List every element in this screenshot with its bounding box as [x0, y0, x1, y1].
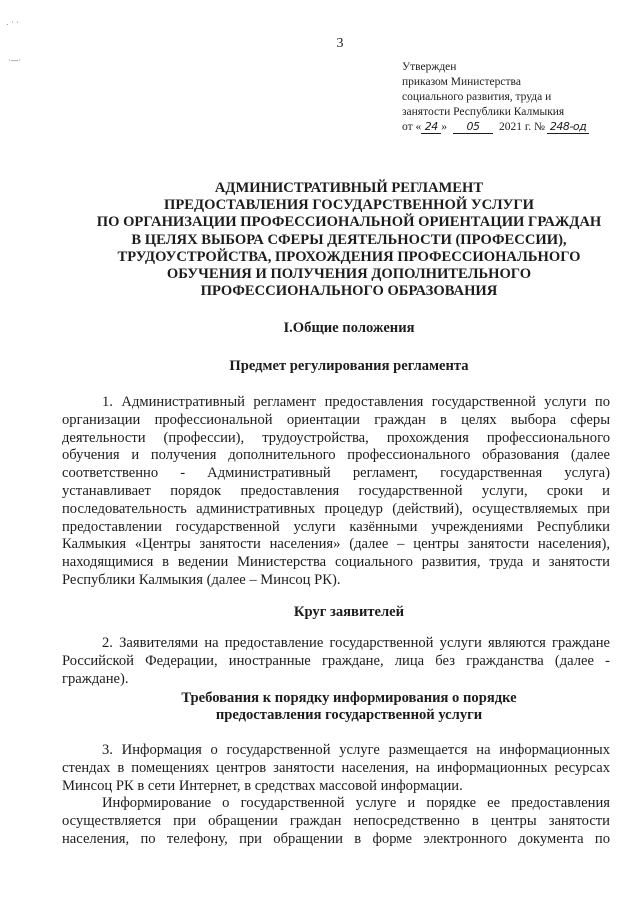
paragraph-line: осуществляется при обращении граждан непосредственно в центры занятости — [62, 812, 610, 829]
paragraph-line: организации профессиональной ориентации граждан в целях выбора сферы — [62, 411, 610, 428]
title-line: ОБУЧЕНИЯ И ПОЛУЧЕНИЯ ДОПОЛНИТЕЛЬНОГО — [166, 266, 532, 283]
paragraph-line: последовательность административных процедур (действий), осуществляемых при — [62, 500, 610, 517]
approval-line-2: приказом Министерства — [402, 76, 521, 88]
paragraph-1 — [62, 394, 610, 590]
heading-line: Требования к порядку информирования о порядке — [181, 690, 517, 706]
title-line: ТРУДОУСТРОЙСТВА, ПРОХОЖДЕНИЯ ПРОФЕССИОНАЛЬНОГО — [117, 248, 581, 265]
order-number: 248-од — [547, 120, 589, 134]
paragraph-line: Республики Калмыкия (далее – Минсоц РК). — [62, 571, 341, 588]
paragraph-line: 2. Заявителями на предоставление государственной услуги являются граждане — [102, 635, 610, 651]
date-month: 05 — [453, 120, 493, 134]
paragraph-line: соответственно - Административный регламент, государственная услуга) — [62, 465, 610, 482]
paragraph-4 — [62, 795, 610, 848]
approval-date-line — [402, 120, 634, 135]
subsection-heading-information — [60, 690, 638, 724]
paragraph-line: деятельности (профессии), трудоустройства, прохождения профессионального — [62, 429, 610, 446]
heading-line: предоставления государственной услуги — [215, 707, 483, 723]
section-heading-general: I.Общие положения — [283, 320, 415, 336]
paragraph-line: Российской Федерации, иностранные граждане, лица без гражданства (далее - — [62, 652, 610, 669]
paragraph-line: Минсоц РК в сети Интернет, в средствах массовой информации. — [62, 777, 463, 794]
paragraph-line: предоставлении государственной услуги казёнными учреждениями Республики — [62, 518, 610, 535]
paragraph-line: стендах в помещениях центров занятости населения, на информационных ресурсах — [62, 759, 610, 776]
date-quote-close: » — [441, 121, 447, 133]
paragraph-line: Информирование о государственной услуге и порядке ее предоставления — [102, 795, 610, 811]
margin-mark-top: . · · — [6, 18, 19, 27]
page-number: 3 — [336, 36, 344, 51]
approval-line-1: Утвержден — [402, 61, 457, 73]
paragraph-line: населения, по телефону, при обращении в форме электронного документа по — [62, 830, 610, 847]
paragraph-line: устанавливает порядок предоставления государственной услуги, сроки и — [62, 482, 610, 499]
title-line: ПРОФЕССИОНАЛЬНОГО ОБРАЗОВАНИЯ — [200, 283, 498, 300]
paragraph-line: граждане). — [62, 670, 129, 687]
subsection-heading-subject: Предмет регулирования регламента — [229, 358, 469, 374]
title-line: В ЦЕЛЯХ ВЫБОРА СФЕРЫ ДЕЯТЕЛЬНОСТИ (ПРОФЕССИИ), — [131, 231, 567, 248]
approval-stamp — [402, 60, 634, 135]
subsection-heading-applicants: Круг заявителей — [293, 604, 405, 620]
date-year: 2021 г. № — [499, 121, 546, 133]
date-day: 24 — [421, 120, 441, 134]
paragraph-line: находящимися в ведении Министерства социального развития, труда и занятости — [62, 554, 610, 571]
margin-mark-second: ·—· — [8, 56, 22, 65]
title-line: ПРЕДОСТАВЛЕНИЯ ГОСУДАРСТВЕННОЙ УСЛУГИ — [164, 197, 534, 214]
paragraph-line: обучения и получения дополнительного профессионального образования (далее — [62, 447, 610, 464]
paragraph-line: 3. Информация о государственной услуге размещается на информационных — [102, 742, 610, 758]
paragraph-line: Калмыкия «Центры занятости населения» (далее – центры занятости населения), — [62, 536, 610, 553]
approval-line-4: занятости Республики Калмыкия — [402, 106, 565, 118]
date-prefix: от « — [402, 121, 422, 133]
document-title — [60, 180, 638, 300]
paragraph-line: 1. Административный регламент предоставления государственной услуги по — [102, 394, 610, 410]
title-line: АДМИНИСТРАТИВНЫЙ РЕГЛАМЕНТ — [214, 180, 484, 196]
title-line: ПО ОРГАНИЗАЦИИ ПРОФЕССИОНАЛЬНОЙ ОРИЕНТАЦИИ ГРАЖДАН — [96, 214, 602, 231]
paragraph-3 — [62, 742, 610, 795]
paragraph-2 — [62, 635, 610, 688]
approval-line-3: социального развития, труда и — [402, 91, 552, 103]
